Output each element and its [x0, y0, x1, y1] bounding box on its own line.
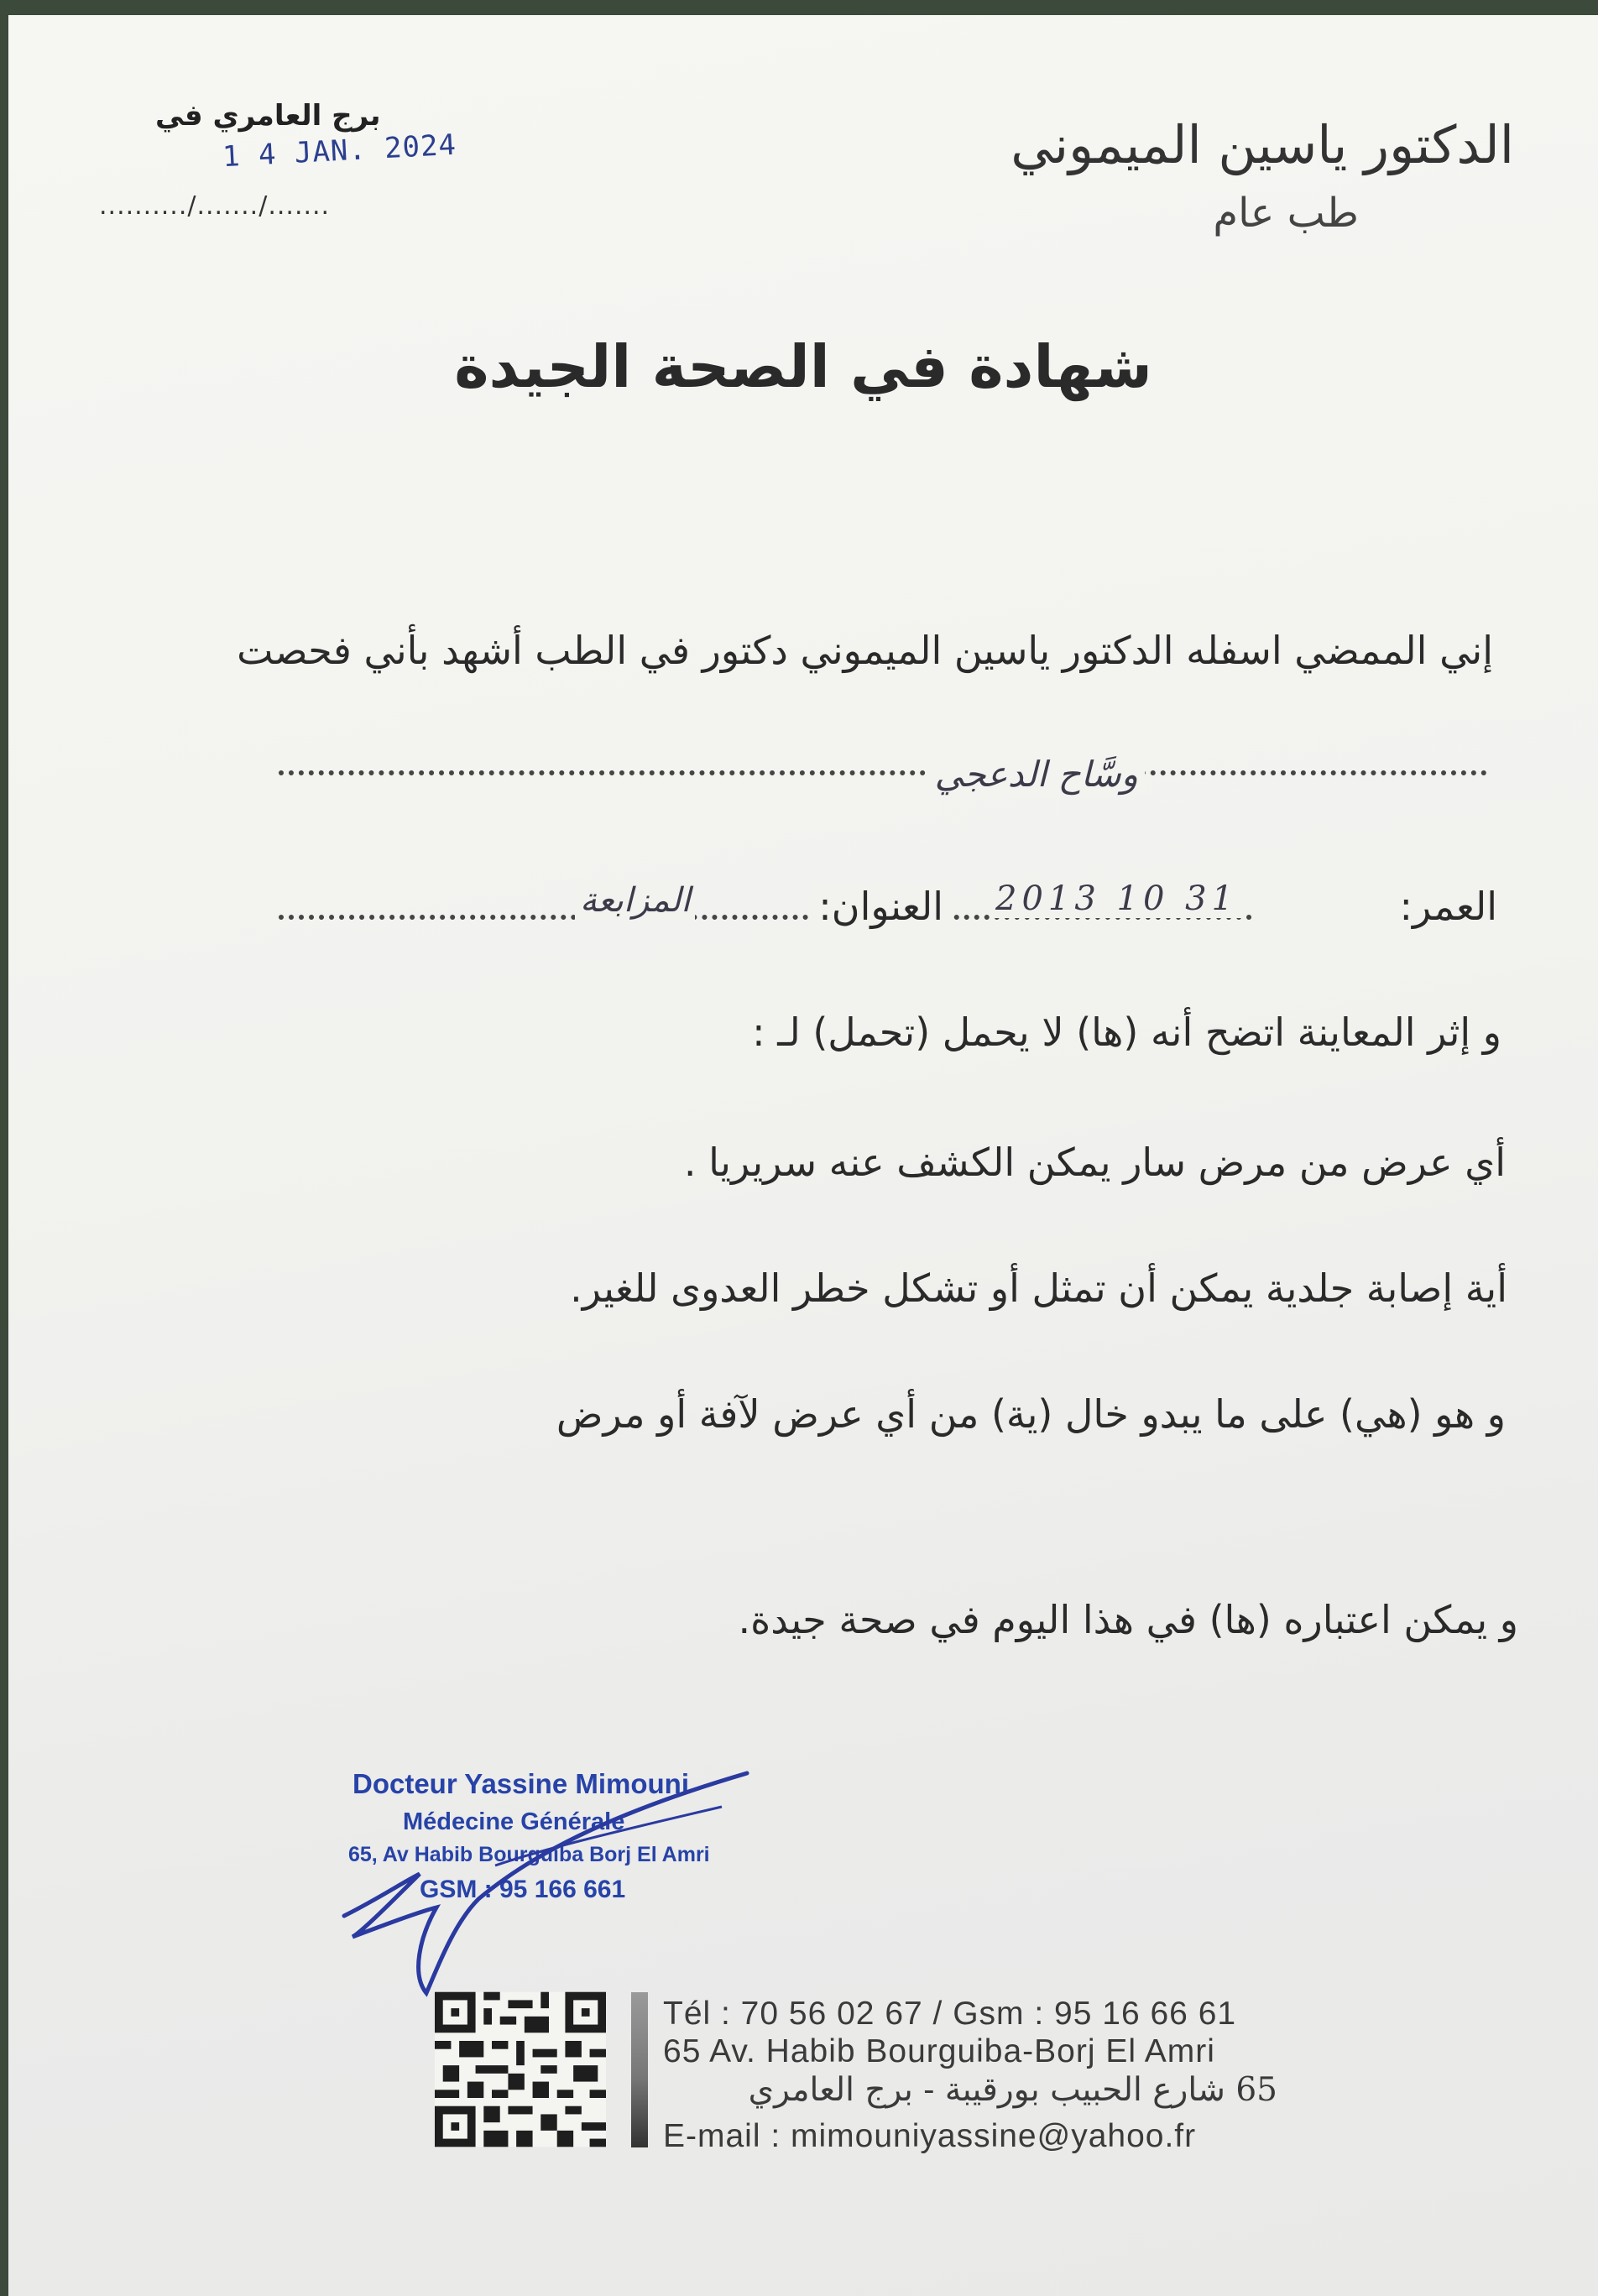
contagious-disease-line: أي عرض من مرض سار يمكن الكشف عنه سريريا . — [683, 1140, 1506, 1185]
patient-name-handwritten: وسَّاح الدعجي — [928, 754, 1145, 795]
doctor-name-header: الدكتور ياسين الميموني — [1010, 114, 1514, 175]
stamp-gsm: GSM : 95 166 661 — [420, 1876, 626, 1903]
qr-code — [435, 1991, 606, 2147]
good-health-conclusion-line: و يمكن اعتباره (ها) في هذا اليوم في صحة جيدة. — [738, 1597, 1518, 1642]
footer-address-ar: 65 شارع الحبيب بورقيبة - برج العامري — [748, 2071, 1277, 2109]
footer-address-fr: 65 Av. Habib Bourguiba-Borj El Amri — [663, 2033, 1215, 2069]
stamp-doctor-name: Docteur Yassine Mimouni — [352, 1768, 689, 1799]
doctor-stamp — [327, 1756, 764, 2008]
document-title: شهادة في الصحة الجيدة — [454, 332, 1152, 401]
place-label: برج العامري في — [155, 99, 381, 133]
address-handwritten: المزابعة — [575, 881, 695, 920]
free-of-disease-line: و هو (هي) على ما يبدو خال (ية) من أي عرض لآفة أو مرض — [556, 1391, 1506, 1437]
footer-phone: Tél : 70 56 02 67 / Gsm : 95 16 66 61 — [663, 1996, 1237, 2032]
stamp-address: 65, Av Habib Bourguiba Borj El Amri — [348, 1843, 710, 1866]
footer-email: E-mail : mimouniyassine@yahoo.fr — [663, 2118, 1197, 2154]
birthdate-handwritten: 2013 10 31 — [990, 879, 1243, 918]
specialty-label: طب عام — [1213, 190, 1359, 237]
examination-line: و إثر المعاينة اتضح أنه (ها) لا يحمل (تحمل) لـ : — [752, 1010, 1501, 1055]
address-label: العنوان: — [810, 884, 952, 929]
age-label: العمر: — [1399, 884, 1497, 929]
date-stamp: 1 4 JAN. 2024 — [222, 128, 457, 175]
patient-name-dotted-line — [279, 770, 1487, 775]
certificate-page — [8, 15, 1598, 2296]
stamp-specialty: Médecine Générale — [403, 1808, 625, 1835]
footer-divider-bar — [631, 1992, 648, 2147]
attestation-line: إني الممضي اسفله الدكتور ياسين الميموني دكتور في الطب أشهد بأني فحصت — [237, 628, 1493, 673]
handwritten-signature — [327, 1756, 764, 2008]
skin-lesion-line: أية إصابة جلدية يمكن أن تمثل أو تشكل خطر العدوى للغير. — [570, 1265, 1507, 1311]
date-placeholder: ........../......./....... — [99, 191, 331, 221]
